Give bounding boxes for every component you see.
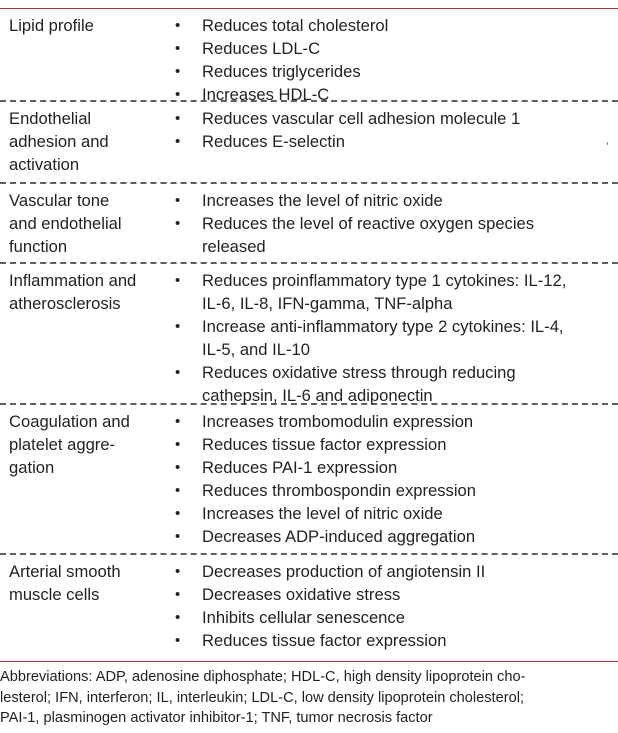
effect-line: Increase anti-inflammatory type 2 cytokines: IL-4, [202, 317, 564, 336]
effect-line: Reduces oxidative stress through reducing [202, 363, 516, 382]
bullet-icon: • [175, 505, 181, 522]
abbreviations-footnote [0, 667, 610, 729]
effect-line: Decreases oxidative stress [202, 585, 401, 604]
bullet-icon: • [175, 586, 181, 603]
footnote-line: lesterol; IFN, interferon; IL, interleukin; LDL-C, low density lipoprotein cholesterol; [0, 689, 524, 706]
bullet-icon: • [175, 482, 181, 499]
effect-line: cathepsin, IL-6 and adiponectin [202, 386, 433, 405]
bullet-icon: • [175, 563, 181, 580]
effect-line: Increases trombomodulin expression [202, 412, 474, 431]
category-line: Inflammation and [9, 271, 137, 290]
effects-cell [0, 560, 618, 652]
effect-line: Reduces the level of reactive oxygen species [202, 214, 535, 233]
table-row [0, 405, 618, 555]
effect-line: Reduces vascular cell adhesion molecule 1 [202, 109, 521, 128]
bullet-icon: • [175, 192, 181, 209]
table-row [0, 555, 618, 662]
table-row [0, 264, 618, 405]
effect-item [0, 212, 612, 258]
effect-item [0, 107, 612, 130]
stray-mark: ʼ [606, 140, 609, 154]
effect-line: Increases HDL-C [202, 85, 330, 104]
effect-line: Reduces LDL-C [202, 39, 321, 58]
bullet-icon: • [175, 86, 181, 103]
bullet-icon: • [175, 609, 181, 626]
effect-item [0, 189, 612, 212]
effect-item [0, 606, 612, 629]
bullet-icon: • [175, 110, 181, 127]
effect-item [0, 502, 612, 525]
effect-item [0, 37, 612, 60]
effects-cell [0, 269, 618, 407]
effect-line: Reduces triglycerides [202, 62, 361, 81]
effects-cell [0, 189, 618, 258]
effect-line: Increases the level of nitric oxide [202, 191, 443, 210]
effect-line: Reduces proinflammatory type 1 cytokines: IL-12, [202, 271, 567, 290]
effect-item [0, 525, 612, 548]
effect-item [0, 315, 612, 361]
effect-item [0, 14, 612, 37]
bullet-icon: • [175, 40, 181, 57]
effect-line: Reduces PAI-1 expression [202, 458, 398, 477]
category-line: Endothelial [9, 109, 92, 128]
bullet-icon: • [175, 459, 181, 476]
category-line: atherosclerosis [9, 294, 121, 313]
effects-cell [0, 410, 618, 548]
effect-line: Inhibits cellular senescence [202, 608, 405, 627]
effect-line: IL-6, IL-8, IFN-gamma, TNF-alpha [202, 294, 453, 313]
category-line: Lipid profile [9, 16, 94, 35]
bullet-icon: • [175, 272, 181, 289]
effect-line: released [202, 237, 266, 256]
effect-line: Increases the level of nitric oxide [202, 504, 443, 523]
effect-item [0, 130, 612, 153]
category-line: function [9, 237, 68, 256]
category-line: adhesion and [9, 132, 109, 151]
effects-cell [0, 14, 618, 106]
effect-line: Reduces total cholesterol [202, 16, 389, 35]
effect-line: Reduces thrombospondin expression [202, 481, 476, 500]
effect-item [0, 410, 612, 433]
effect-line: Reduces E-selectin [202, 132, 345, 151]
bullet-icon: • [175, 413, 181, 430]
category-line: muscle cells [9, 585, 100, 604]
bullet-icon: • [175, 17, 181, 34]
bullet-icon: • [175, 318, 181, 335]
effect-item [0, 361, 612, 407]
effect-line: IL-5, and IL-10 [202, 340, 310, 359]
category-line: gation [9, 458, 55, 477]
bullet-icon: • [175, 436, 181, 453]
category-line: activation [9, 155, 80, 174]
bullet-icon: • [175, 364, 181, 381]
effect-item [0, 433, 612, 456]
table-body [0, 9, 618, 662]
bullet-icon: • [175, 215, 181, 232]
category-line: platelet aggre- [9, 435, 116, 454]
effect-line: Reduces tissue factor expression [202, 435, 447, 454]
effect-item [0, 456, 612, 479]
effects-table [0, 8, 618, 662]
category-line: and endothelial [9, 214, 122, 233]
bullet-icon: • [175, 63, 181, 80]
effect-line: Decreases production of angiotensin II [202, 562, 486, 581]
bullet-icon: • [175, 133, 181, 150]
effect-item [0, 479, 612, 502]
effects-cell [0, 107, 618, 153]
effect-item [0, 629, 612, 652]
footnote-line: PAI-1, plasminogen activator inhibitor-1; TNF, tumor necrosis factor [0, 710, 433, 726]
category-line: Vascular tone [9, 191, 110, 210]
bullet-icon: • [175, 632, 181, 649]
effect-line: Reduces tissue factor expression [202, 631, 447, 650]
effect-item [0, 60, 612, 83]
effect-line: Decreases ADP-induced aggregation [202, 527, 476, 546]
effect-item [0, 583, 612, 606]
category-line: Coagulation and [9, 412, 130, 431]
effect-item [0, 269, 612, 315]
table-row [0, 184, 618, 264]
bullet-icon: • [175, 528, 181, 545]
footnote-line: Abbreviations: ADP, adenosine diphosphate; HDL-C, high density lipoprotein cho- [0, 669, 526, 685]
table-row [0, 9, 618, 102]
table-row [0, 102, 618, 184]
effect-item [0, 560, 612, 583]
category-line: Arterial smooth [9, 562, 121, 581]
